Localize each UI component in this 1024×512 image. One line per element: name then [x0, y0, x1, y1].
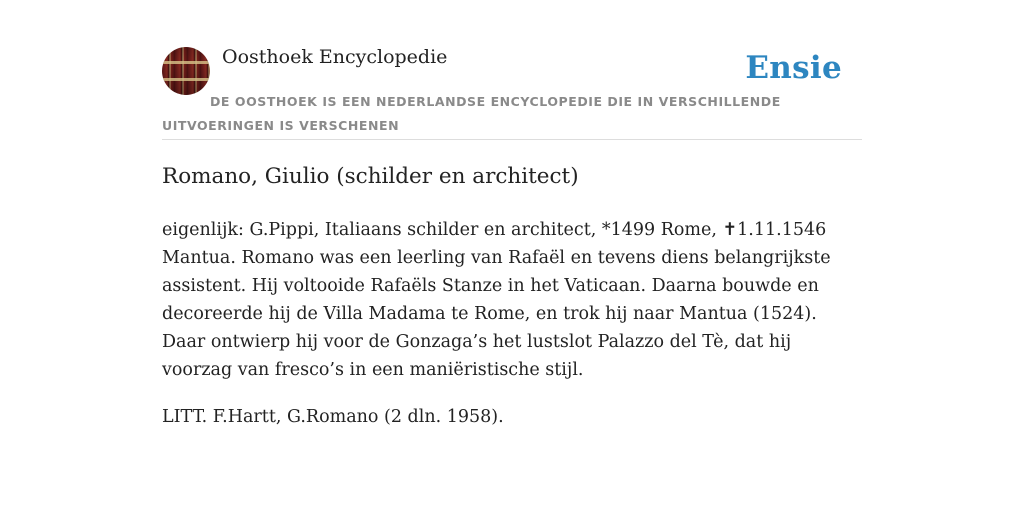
- brand-logo[interactable]: Ensie: [745, 50, 842, 86]
- site-title[interactable]: Oosthoek Encyclopedie: [222, 46, 448, 68]
- site-tagline: DE OOSTHOEK IS EEN NEDERLANDSE ENCYCLOPEDIE DIE IN VERSCHILLENDE UITVOERINGEN IS VERSCHENEN: [162, 94, 781, 133]
- encyclopedia-avatar[interactable]: [162, 47, 210, 95]
- header-divider: [162, 139, 862, 140]
- page-container: [162, 0, 862, 512]
- article-literature: LITT. F.Hartt, G.Romano (2 dln. 1958).: [162, 407, 504, 427]
- article-title: Romano, Giulio (schilder en architect): [162, 164, 579, 189]
- article-body: eigenlijk: G.Pippi, Italiaans schilder en architect, *1499 Rome, ✝1.11.1546 Mantua. Romano was een leerling van Rafaël en tevens diens belangrijkste assistent. Hij voltooide Rafaëls Stanze in het Vaticaan. Daarna bouwde en decoreerde hij de Villa Madama te Rome, en trok hij naar Mantua (1524). Daar ontwierp hij voor de Gonzaga’s het lustslot Palazzo del Tè, dat hij voorzag van fresco’s in een maniëristische stijl.: [162, 220, 831, 380]
- book-shelf-line: [162, 78, 210, 81]
- book-shelf-line: [162, 61, 210, 64]
